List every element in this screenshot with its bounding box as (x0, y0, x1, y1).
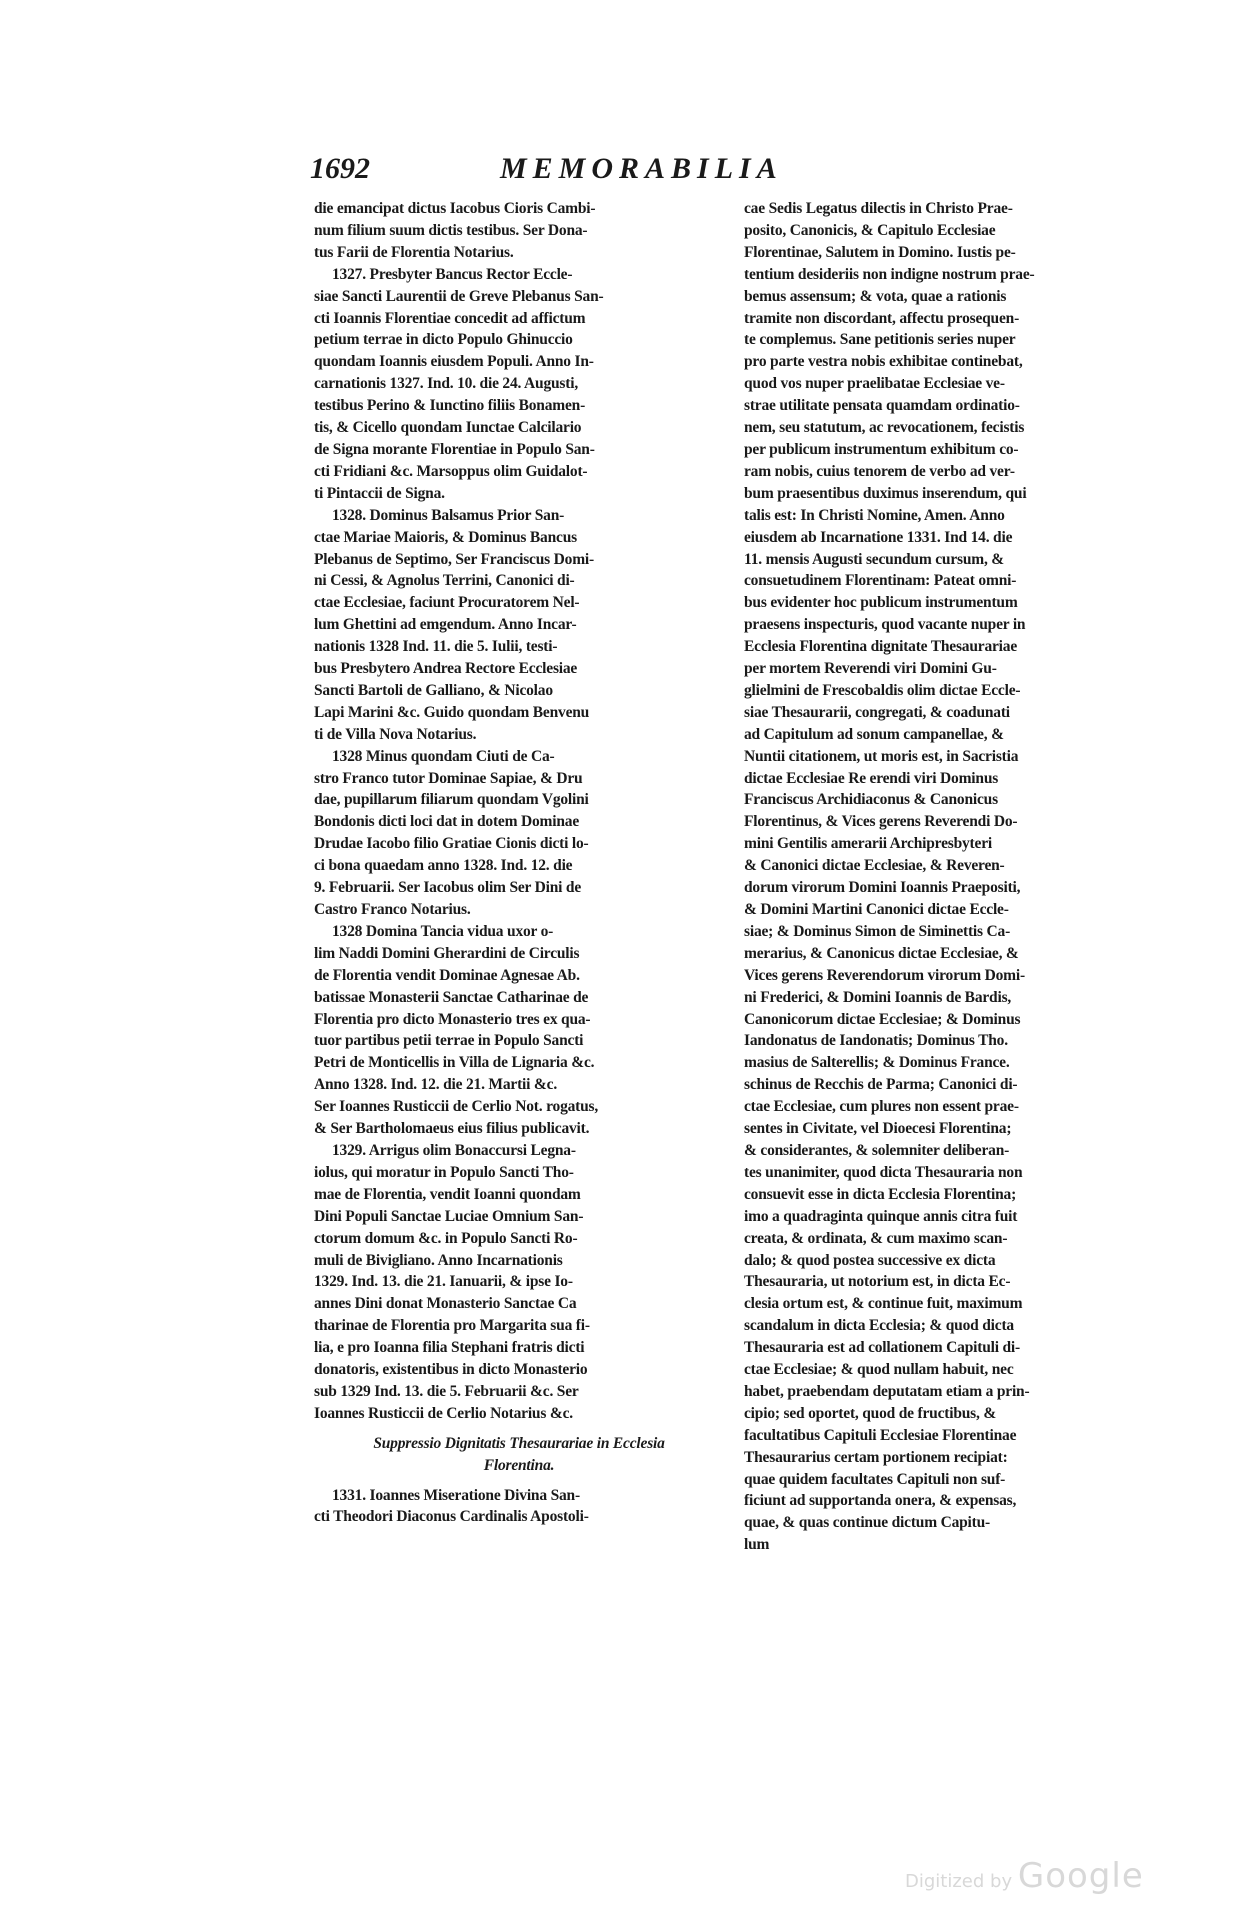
text-line: merarius, & Canonicus dictae Ecclesiae, & (744, 944, 1019, 962)
text-line: schinus de Recchis de Parma; Canonici di- (744, 1076, 1018, 1094)
text-line: Vices gerens Reverendorum virorum Domi- (744, 966, 1025, 984)
text-line: lum (744, 1536, 770, 1554)
text-line: cae Sedis Legatus dilectis in Christo Prae- (744, 200, 1013, 217)
text-line: ctae Ecclesiae; & quod nullam habuit, nec (744, 1361, 1014, 1379)
text-line: Florentia pro dicto Monasterio tres ex qua- (314, 1010, 591, 1028)
text-line: carnationis 1327. Ind. 10. die 24. Augusti, (314, 375, 578, 393)
text-line: Florentinae, Salutem in Domino. Iustis pe- (744, 243, 1016, 261)
text-line: masius de Salterellis; & Dominus France. (744, 1054, 1010, 1072)
watermark-brand: Google (1017, 1856, 1144, 1896)
spacer (314, 1477, 724, 1485)
page-number: 1692 (310, 152, 370, 185)
text-line: consuetudinem Florentinam: Pateat omni- (744, 572, 1017, 590)
watermark-prefix: Digitized by (905, 1871, 1013, 1892)
text-line: Petri de Monticellis in Villa de Lignaria &c. (314, 1054, 595, 1072)
text-line: talis est: In Christi Nomine, Amen. Anno (744, 506, 1005, 524)
text-line: imo a quadraginta quinque annis citra fuit (744, 1207, 1018, 1225)
text-line: de Florentia vendit Dominae Agnesae Ab. (314, 966, 580, 984)
text-line: Sancti Bartoli de Galliano, & Nicolao (314, 681, 553, 699)
text-line: Ser Ioannes Rusticcii de Cerlio Not. rogatus, (314, 1098, 599, 1116)
text-line: per publicum instrumentum exhibitum co- (744, 440, 1019, 458)
text-line: testibus Perino & Iunctino filiis Bonamen- (314, 397, 586, 415)
text-line: dae, pupillarum filiarum quondam Vgolini (314, 791, 589, 809)
text-line: Lapi Marini &c. Guido quondam Benvenu (314, 703, 590, 721)
text-line: 1328 Domina Tancia vidua uxor o- (332, 922, 554, 940)
text-line: petium terrae in dicto Populo Ghinuccio (314, 331, 573, 349)
text-line: annes Dini donat Monasterio Sanctae Ca (314, 1295, 577, 1313)
text-line: batissae Monasterii Sanctae Catharinae de (314, 988, 589, 1006)
text-line: Plebanus de Septimo, Ser Franciscus Domi- (314, 550, 594, 568)
text-line: nem, seu statutum, ac revocationem, fecistis (744, 419, 1025, 437)
text-line: donatoris, existentibus in dicto Monasterio (314, 1361, 588, 1379)
text-line: scandalum in dicta Ecclesia; & quod dicta (744, 1317, 1014, 1335)
text-line: mini Gentilis amerarii Archipresbyteri (744, 835, 992, 853)
text-line: tentium desideriis non indigne nostrum prae- (744, 265, 1035, 283)
text-line: ram nobis, cuius tenorem de verbo ad ver- (744, 462, 1015, 480)
text-line: de Signa morante Florentiae in Populo San- (314, 440, 595, 458)
running-title: MEMORABILIA (500, 152, 783, 185)
text-line: siae Thesaurarii, congregati, & coadunati (744, 703, 1010, 721)
text-line: Franciscus Archidiaconus & Canonicus (744, 791, 998, 809)
text-line: 9. Februarii. Ser Iacobus olim Ser Dini de (314, 879, 582, 897)
text-line: siae; & Dominus Simon de Siminettis Ca- (744, 922, 1011, 940)
text-line: Dini Populi Sanctae Luciae Omnium San- (314, 1207, 584, 1225)
text-line: posito, Canonicis, & Capitulo Ecclesiae (744, 221, 996, 239)
right-text-column (744, 198, 1154, 1556)
text-line: iolus, qui moratur in Populo Sancti Tho- (314, 1163, 574, 1181)
text-line: bus evidenter hoc publicum instrumentum (744, 594, 1018, 612)
text-line: clesia ortum est, & continue fuit, maximum (744, 1295, 1023, 1313)
text-line: Iandonatus de Iandonatis; Dominus Tho. (744, 1032, 1008, 1050)
text-line: quae quidem facultates Capituli non suf- (744, 1470, 1006, 1488)
text-line: tis, & Cicello quondam Iunctae Calcilario (314, 419, 582, 437)
text-line: & considerantes, & solemniter deliberan- (744, 1141, 1010, 1159)
text-line: ci bona quaedam anno 1328. Ind. 12. die (314, 857, 573, 875)
text-line: dalo; & quod postea successive ex dicta (744, 1251, 996, 1269)
text-line: mae de Florentia, vendit Ioanni quondam (314, 1185, 581, 1203)
text-line: tus Farii de Florentia Notarius. (314, 243, 514, 261)
text-line: cti Fridiani &c. Marsoppus olim Guidalot- (314, 462, 588, 480)
text-line: lim Naddi Domini Gherardini de Circulis (314, 944, 580, 962)
text-line: consuevit esse in dicta Ecclesia Florentina; (744, 1185, 1017, 1203)
text-line: siae Sancti Laurentii de Greve Plebanus San- (314, 287, 604, 305)
text-line: Anno 1328. Ind. 12. die 21. Martii &c. (314, 1076, 557, 1094)
text-line: habet, praebendam deputatam etiam a prin- (744, 1382, 1030, 1400)
text-line: 1329. Ind. 13. die 21. Ianuarii, & ipse Io- (314, 1273, 573, 1291)
text-line: glielmini de Frescobaldis olim dictae Eccle- (744, 681, 1021, 699)
text-line: ficiunt ad supportanda onera, & expensas, (744, 1492, 1017, 1510)
section-heading: Suppressio Dignitatis Thesaurariae in Ecclesia (373, 1434, 665, 1452)
text-line: Florentinus, & Vices gerens Reverendi Do- (744, 813, 1018, 831)
text-line: Thesauraria, ut notorium est, in dicta Ec- (744, 1273, 1011, 1291)
text-line: strae utilitate pensata quamdam ordinatio- (744, 397, 1020, 415)
text-line: 1327. Presbyter Bancus Rector Eccle- (332, 265, 573, 283)
text-line: dorum virorum Domini Ioannis Praepositi, (744, 879, 1021, 897)
text-line: tharinae de Florentia pro Margarita sua fi- (314, 1317, 590, 1335)
spacer (314, 1425, 724, 1433)
text-line: eiusdem ab Incarnatione 1331. Ind 14. die (744, 528, 1013, 546)
text-line: creata, & ordinata, & cum maximo scan- (744, 1229, 1008, 1247)
text-line: praesens inspecturis, quod vacante nuper in (744, 616, 1026, 634)
text-line: quod vos nuper praelibatae Ecclesiae ve- (744, 375, 1005, 393)
text-line: Thesaurarius certam portionem recipiat: (744, 1448, 1008, 1466)
text-line: nationis 1328 Ind. 11. die 5. Iulii, testi- (314, 638, 558, 656)
page-header (310, 152, 910, 192)
text-line: pro parte vestra nobis exhibitae continebat, (744, 353, 1023, 371)
text-line: Canonicorum dictae Ecclesiae; & Dominus (744, 1010, 1021, 1028)
text-line: cti Theodori Diaconus Cardinalis Apostoli- (314, 1508, 589, 1526)
text-line: & Domini Martini Canonici dictae Eccle- (744, 901, 1009, 918)
text-line: 1331. Ioannes Miseratione Divina San- (332, 1486, 580, 1504)
text-line: quondam Ioannis eiusdem Populi. Anno In- (314, 353, 594, 371)
text-line: ni Frederici, & Domini Ioannis de Bardis, (744, 988, 1012, 1006)
text-line: bum praesentibus duximus inserendum, qui (744, 484, 1027, 502)
text-line: Nuntii citationem, ut moris est, in Sacristia (744, 747, 1019, 765)
text-line: ctorum domum &c. in Populo Sancti Ro- (314, 1229, 578, 1247)
text-line: die emancipat dictus Iacobus Cioris Cambi- (314, 200, 596, 217)
text-line: Bondonis dicti loci dat in dotem Dominae (314, 813, 579, 831)
text-line: tes unanimiter, quod dicta Thesauraria non (744, 1163, 1023, 1181)
text-line: ctae Mariae Maioris, & Dominus Bancus (314, 528, 577, 546)
text-line: lia, e pro Ioanna filia Stephani fratris dicti (314, 1339, 585, 1357)
text-line: Castro Franco Notarius. (314, 901, 471, 918)
text-line: ctae Ecclesiae, faciunt Procuratorem Nel- (314, 594, 580, 612)
text-line: num filium suum dictis testibus. Ser Dona- (314, 221, 588, 239)
text-line: ni Cessi, & Agnolus Terrini, Canonici di- (314, 572, 575, 590)
digitization-watermark (905, 1856, 1144, 1896)
text-line: 1328. Dominus Balsamus Prior San- (332, 506, 565, 524)
text-line: & Ser Bartholomaeus eius filius publicavit. (314, 1120, 590, 1138)
text-line: ti de Villa Nova Notarius. (314, 725, 477, 743)
text-line: lum Ghettini ad emgendum. Anno Incar- (314, 616, 577, 634)
text-line: quae, & quas continue dictum Capitu- (744, 1514, 991, 1532)
text-line: 11. mensis Augusti secundum cursum, & (744, 550, 1005, 568)
text-line: dictae Ecclesiae Re erendi viri Dominus (744, 769, 999, 787)
text-line: cti Ioannis Florentiae concedit ad affictum (314, 309, 586, 327)
text-line: & Canonici dictae Ecclesiae, & Reveren- (744, 857, 1005, 875)
text-line: ti Pintaccii de Signa. (314, 484, 445, 502)
text-line: Thesauraria est ad collationem Capituli di- (744, 1339, 1021, 1357)
text-line: tuor partibus petii terrae in Populo Sancti (314, 1032, 584, 1050)
text-line: cipio; sed oportet, quod de fructibus, & (744, 1404, 997, 1422)
text-line: bus Presbytero Andrea Rectore Ecclesiae (314, 660, 578, 678)
text-line: 1329. Arrigus olim Bonaccursi Legna- (332, 1141, 576, 1159)
text-line: per mortem Reverendi viri Domini Gu- (744, 660, 997, 678)
text-line: muli de Bivigliano. Anno Incarnationis (314, 1251, 563, 1269)
text-line: Ecclesia Florentina dignitate Thesaurariae (744, 638, 1018, 656)
text-line: stro Franco tutor Dominae Sapiae, & Dru (314, 769, 583, 787)
text-line: ad Capitulum ad sonum campanellae, & (744, 725, 1004, 743)
text-line: tramite non discordant, affectu prosequen- (744, 309, 1020, 327)
section-heading: Florentina. (483, 1456, 555, 1474)
left-text-column (314, 198, 724, 1528)
text-line: 1328 Minus quondam Ciuti de Ca- (332, 747, 555, 765)
text-line: sentes in Civitate, vel Dioecesi Florentina; (744, 1120, 1012, 1138)
text-line: bemus assensum; & vota, quae a rationis (744, 287, 1007, 305)
text-line: ctae Ecclesiae, cum plures non essent prae- (744, 1098, 1019, 1116)
text-line: Ioannes Rusticcii de Cerlio Notarius &c. (314, 1404, 573, 1422)
text-line: te complemus. Sane petitionis series nuper (744, 331, 1016, 349)
text-line: Drudae Iacobo filio Gratiae Cionis dicti lo- (314, 835, 589, 853)
text-line: sub 1329 Ind. 13. die 5. Februarii &c. Ser (314, 1382, 579, 1400)
text-line: facultatibus Capituli Ecclesiae Florentinae (744, 1426, 1017, 1444)
